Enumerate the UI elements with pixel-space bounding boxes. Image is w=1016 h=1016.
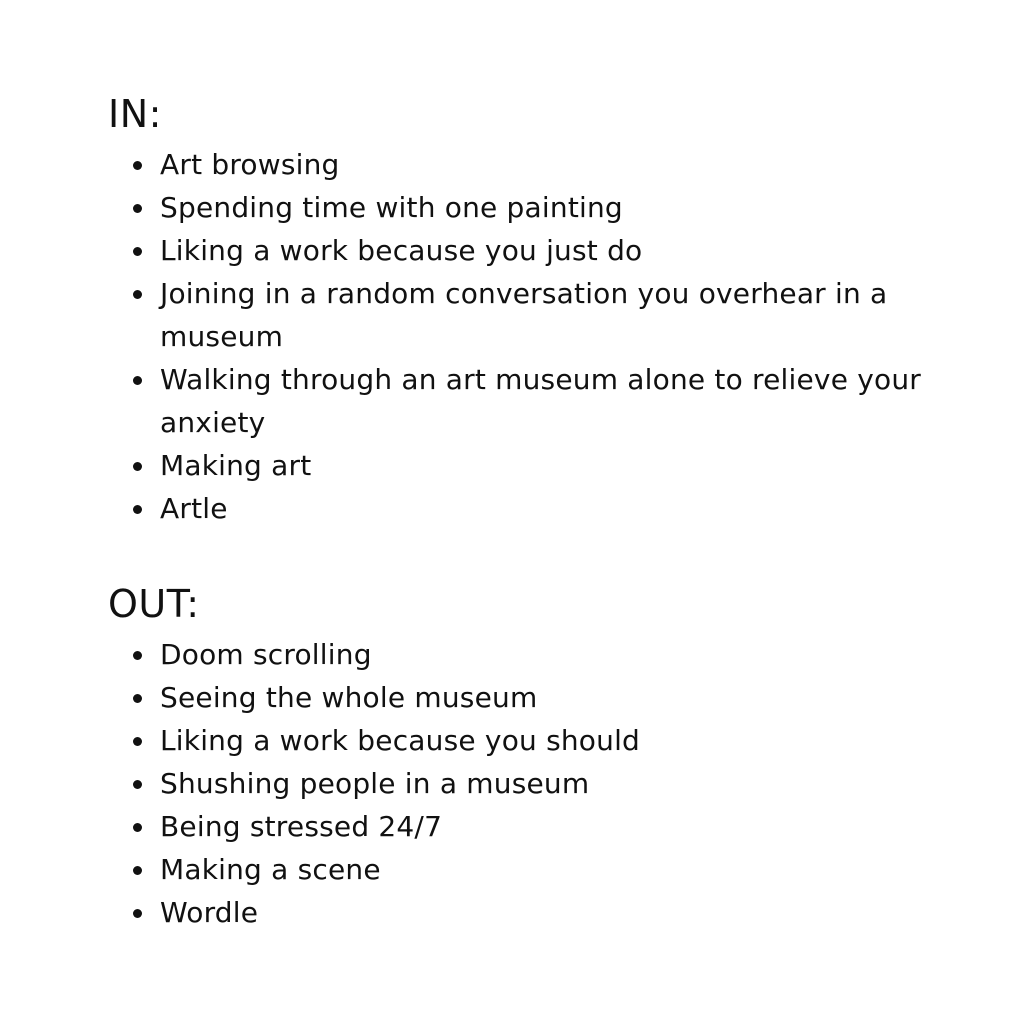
list-item-text: Wordle — [160, 896, 259, 929]
list-item-text: Doom scrolling — [160, 638, 372, 671]
list-item — [108, 229, 968, 272]
list-item — [108, 272, 968, 358]
list-item-text: Shushing people in a museum — [160, 767, 590, 800]
list-item — [108, 186, 968, 229]
bullet-icon — [133, 204, 142, 213]
bullet-icon — [133, 161, 142, 170]
list-item — [108, 805, 968, 848]
bullet-icon — [133, 823, 142, 832]
list-item-text: Art browsing — [160, 148, 340, 181]
list-item — [108, 487, 968, 530]
list-item — [108, 719, 968, 762]
bullet-icon — [133, 505, 142, 514]
list-item-text: Liking a work because you should — [160, 724, 641, 757]
list-item-text: Joining in a random conversation you overhear in a museum — [160, 277, 888, 353]
list-item-text: Walking through an art museum alone to relieve your anxiety — [160, 363, 921, 439]
list-item-text: Artle — [160, 492, 228, 525]
list-item — [108, 848, 968, 891]
list-item-text: Seeing the whole museum — [160, 681, 538, 714]
in-list — [108, 143, 968, 530]
list-item — [108, 633, 968, 676]
out-list — [108, 633, 968, 934]
list-item — [108, 358, 968, 444]
bullet-icon — [133, 866, 142, 875]
out-section — [108, 580, 968, 934]
list-item — [108, 762, 968, 805]
list-item-text: Liking a work because you just do — [160, 234, 643, 267]
bullet-icon — [133, 376, 142, 385]
list-item-text: Making art — [160, 449, 312, 482]
bullet-icon — [133, 780, 142, 789]
list-item — [108, 143, 968, 186]
bullet-icon — [133, 909, 142, 918]
list-item-text: Spending time with one painting — [160, 191, 623, 224]
bullet-icon — [133, 462, 142, 471]
in-heading: IN: — [108, 92, 162, 136]
bullet-icon — [133, 694, 142, 703]
out-heading: OUT: — [108, 582, 200, 626]
in-section — [108, 90, 968, 530]
bullet-icon — [133, 247, 142, 256]
list-item — [108, 676, 968, 719]
bullet-icon — [133, 651, 142, 660]
list-item-text: Being stressed 24/7 — [160, 810, 443, 843]
list-item-text: Making a scene — [160, 853, 381, 886]
bullet-icon — [133, 290, 142, 299]
bullet-icon — [133, 737, 142, 746]
list-item — [108, 891, 968, 934]
list-item — [108, 444, 968, 487]
